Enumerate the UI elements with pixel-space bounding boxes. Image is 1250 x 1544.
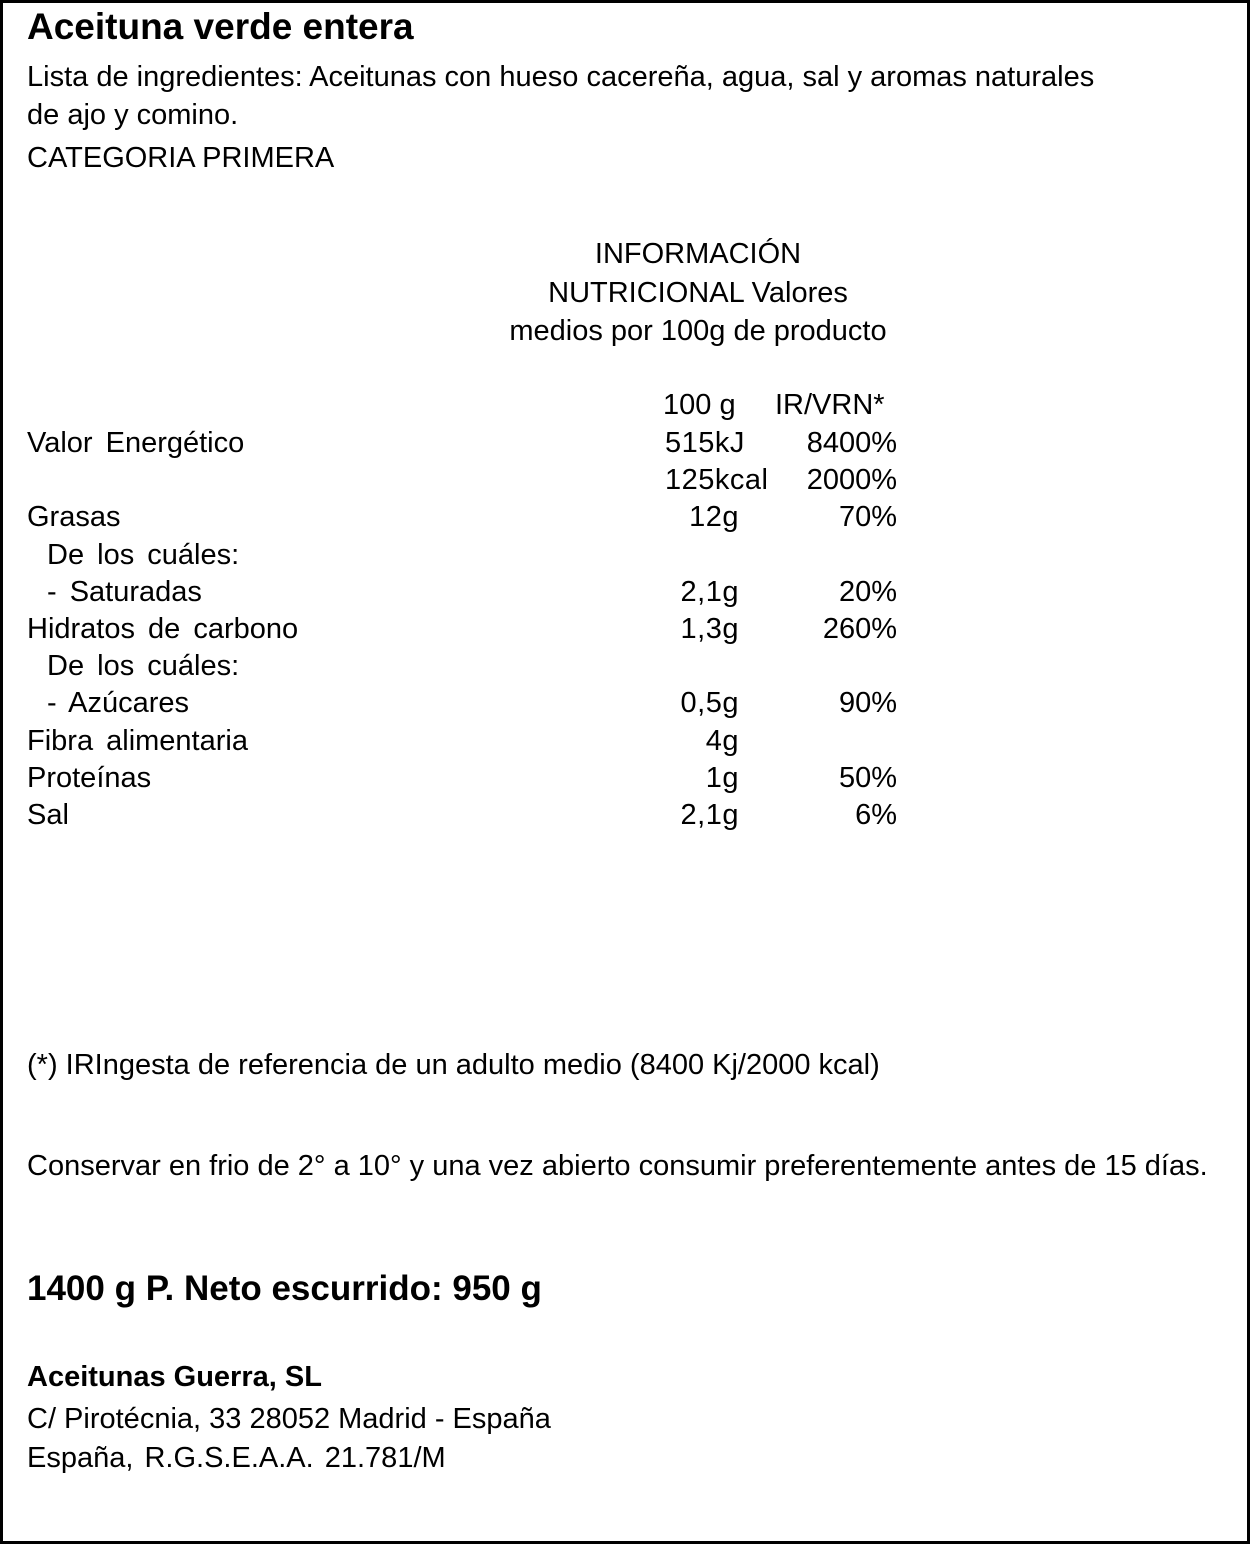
nutrient-row-value: 12g [689,501,739,533]
nutrient-row-ir: 20% [838,576,897,608]
nutrient-row-ir: 50% [838,762,897,794]
column-header-ir: IR/VRN* [775,389,885,421]
nutrient-row-label: De los cuáles: [47,650,240,682]
nutrient-row-value: 1,3g [680,613,739,645]
sanitary-registry: España, R.G.S.E.A.A. 21.781/M [27,1442,446,1474]
nutrient-row-value: 0,5g [680,687,739,719]
company-address: C/ Pirotécnia, 33 28052 Madrid - España [27,1403,551,1435]
storage-instructions: Conservar en frio de 2° a 10° y una vez abierto consumir preferentemente antes de 15 días. [27,1150,1208,1182]
nutrient-row-value: 4g [705,725,739,757]
reference-intake-footnote: (*) IRIngesta de referencia de un adulto medio (8400 Kj/2000 kcal) [27,1049,880,1081]
energy-kj-ir: 8400% [806,427,897,459]
nutrient-row-ir: 90% [838,687,897,719]
nutrition-heading: INFORMACIÓN NUTRICIONAL Valores medios por 100g de producto [509,238,887,347]
ingredients-list: Lista de ingredientes: Aceitunas con hueso cacereña, agua, sal y aromas naturales de ajo y comino. [27,61,1095,131]
company-name: Aceitunas Guerra, SL [27,1361,322,1393]
nutrient-row-label: Grasas [27,501,121,533]
nutrient-row-value: 1g [705,762,739,794]
nutrient-row-label: Proteínas [27,762,152,794]
nutrient-row-label: Sal [27,799,69,831]
nutrient-row-label: - Saturadas [47,576,202,608]
column-header-100g: 100 g [663,389,736,421]
net-weight: 1400 g P. Neto escurrido: 950 g [27,1269,542,1308]
nutrient-row-value: 2,1g [680,799,739,831]
nutrient-row-ir: 6% [855,799,897,831]
nutrient-row-label: - Azúcares [47,687,189,719]
nutrient-row-label: Fibra alimentaria [27,725,248,757]
nutrient-row-label: Hidratos de carbono [27,613,299,645]
nutrient-row-ir: 260% [822,613,897,645]
energy-label: Valor Energético [27,427,245,459]
product-title: Aceituna verde entera [27,6,414,47]
energy-kcal-ir: 2000% [806,464,897,496]
nutrient-row-value: 2,1g [680,576,739,608]
nutrient-row-ir: 70% [838,501,897,533]
energy-kj-value: 515kJ [665,427,745,459]
product-category: CATEGORIA PRIMERA [27,142,335,174]
energy-kcal-value: 125kcal [665,464,769,496]
nutrient-row-label: De los cuáles: [47,539,240,571]
